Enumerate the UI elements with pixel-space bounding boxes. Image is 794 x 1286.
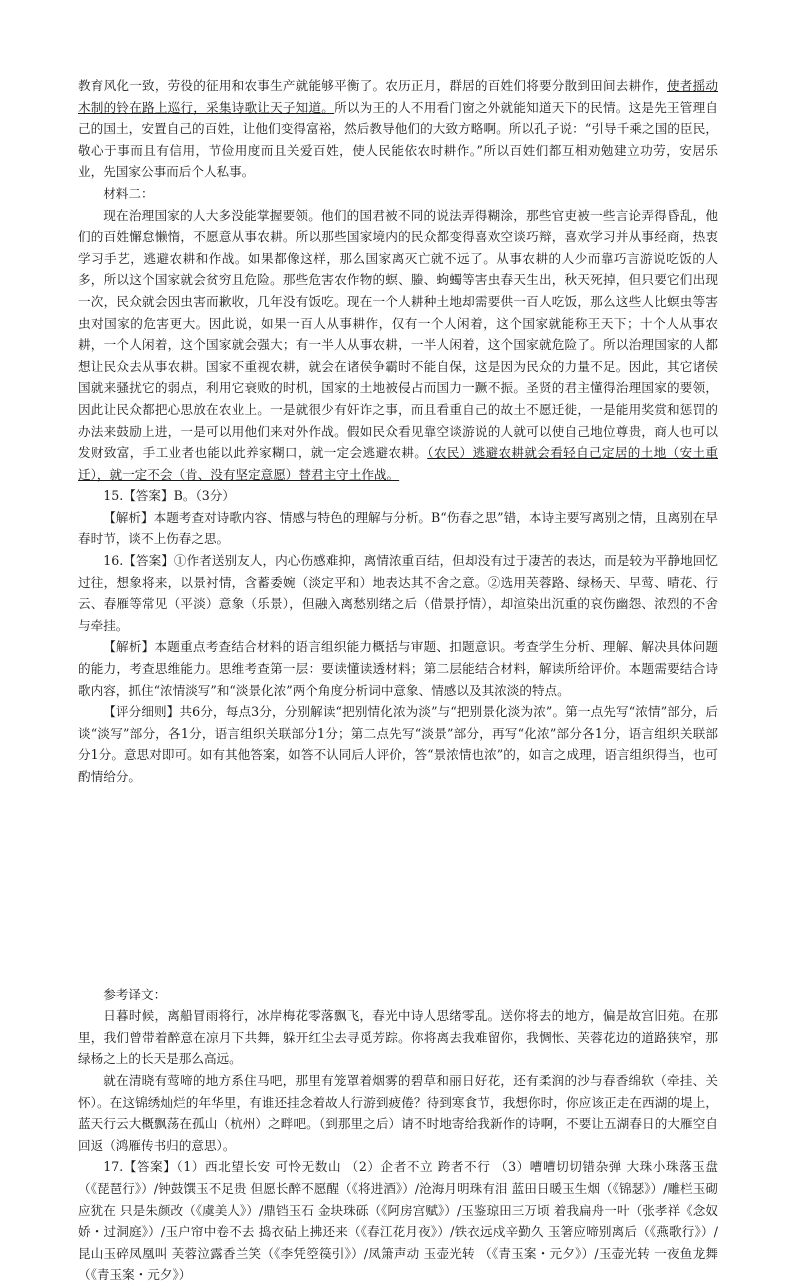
translation-paragraph-2: 就在清晓有莺啼的地方系住马吧，那里有笼罩着烟雾的碧草和丽日好花，还有柔润的沙与春香绵软（牵挂、关怀）。在这锦绣灿烂的年华里，有谁还挂念着故人行游到疲倦？待到寒食节，我想你时，你应该正走在西湖的堤上，蓝天行云大概飘荡在孤山（杭州）之畔吧。（到那里之后）请不时地寄给我新作的诗啊，不要让五湖春日的大雁空自回返（鸿雁传书归的意思）。 xyxy=(78,1072,718,1153)
q17-answer: 17.【答案】（1）西北望长安 可怜无数山 （2）企者不立 跨者不行 （3）嘈嘈切切错杂弹 大珠小珠落玉盘（《琵琶行》）/钟鼓馔玉不足贵 但愿长醉不愿醒（《将进酒》）/沧海月明珠有泪 蓝田日暖玉生烟（《锦瑟》）/雕栏玉砌应犹在 只是朱颜改（《虞美人》）/鼎铛玉石 金块珠砾（《阿房宫赋》）/玉鉴琼田三万顷 着我扁舟一叶（张孝祥《念奴娇・过洞庭》）/玉户帘中卷不去 捣衣砧上拂还来（《春江花月夜》）/铁衣远戍辛勤久 玉箸应啼别离后（《燕歌行》）/昆山玉碎凤凰叫 芙蓉泣露香兰笑（《李凭箜篌引》）/凤箫声动 玉壶光转 （《青玉案・元夕》）/玉壶光转 一夜鱼龙舞（《青玉案・元夕》） xyxy=(78,1159,718,1283)
intro-paragraph xyxy=(78,75,718,183)
q15-answer: 15.【答案】B。（3分） xyxy=(103,488,235,504)
material2-paragraph xyxy=(78,205,718,486)
document-page xyxy=(78,75,718,1286)
intro-text-a: 教育风化一致，劳役的征用和农事生产就能够平衡了。农历正月，群居的百姓们将要分散到田间去耕作， xyxy=(78,78,667,93)
q15-analysis: 【解析】本题考查对诗歌内容、情感与特色的理解与分析。B“伤春之思”错，本诗主要写离别之情，且离别在早春时节，谈不上伤春之思。 xyxy=(78,509,718,547)
material2-underlined-sentence: （农民）逃避农耕就会看轻自己定居的土地（安土重迁），就一定不会（肯、没有坚定意愿）替君主守土作战。 xyxy=(78,445,719,482)
intro-underlined-sentence: 使者摇动木制的铃在路上巡行，采集诗歌让天子知道。 xyxy=(78,78,719,115)
q16-answer: 16.【答案】①作者送别友人，内心伤感难抑，离情浓重百结，但却没有过于凄苦的表达，而是较为平静地回忆过往，想象将来，以景衬情，含蓄委婉（淡定平和）地表达其不舍之意。②选用芙蓉路、绿杨天、早莺、晴花、行云、春雁等常见（平淡）意象（乐景），但融入离愁别绪之后（借景抒情），却渲染出沉重的哀伤幽怨、浓烈的不舍与牵挂。 xyxy=(78,553,718,633)
intro-text-c: 所以为王的人不用看门窗之外就能知道天下的民情。这是先王管理自己的国土，安置自己的百姓，让他们变得富裕，然后教导他们的大致方略啊。所以孔子说：“引导千乘之国的臣民，敬心于事而且有信用，节俭用度而且关爱百姓，使人民能依农时耕作。”所以百姓们都互相劝勉建立功劳，安居乐业，先国家公事而后个人私事。 xyxy=(78,99,719,180)
q16-rubric: 【评分细则】共6分，每点3分，分别解读“把别情化浓为淡”与“把别景化淡为浓”。第一点先写“浓情”部分，后谈“淡写”部分，各1分，语言组织关联部分1分；第二点先写“淡景”部分，再写“化浓”部分各1分，语言组织关联部分1分。意思对即可。如有其他答案，如答不认同后人评价，答“景浓情也浓”的，如言之成理，语言组织得当，也可酌情给分。 xyxy=(78,704,718,784)
translation-heading: 参考译文： xyxy=(103,986,167,1002)
translation-paragraph-1: 日暮时候，离船冒雨将行，冰岸梅花零落飘飞，春光中诗人思绪零乱。送你将去的地方，偏是故宫旧苑。在那里，我们曾带着醉意在凉月下共舞，躲开红尘去寻觅芳踪。你将离去我难留你，我惆怅、芙蓉花边的道路狭窄，那绿杨之上的长天是那么高远。 xyxy=(78,1008,718,1067)
material2-text: 现在治理国家的人大多没能掌握要领。他们的国君被不同的说法弄得糊涂，那些官吏被一些言论弄得昏乱，他们的百姓懈怠懒惰，不愿意从事农耕。所以那些国家境内的民众都变得喜欢空谈巧辩，喜欢学习并从事经商，热衷学习手艺，逃避农耕和作战。如果都像这样，那么国家离灭亡就不远了。从事农耕的人少而靠巧言游说吃饭的人多，所以这个国家就会贫穷且危险。那些危害农作物的螟、螣、蚼蠋等害虫春天生出，秋天死掉，但只要它们出现一次，民众就会因虫害而歉收，几年没有饭吃。现在一个人耕种土地却需要供一百人吃饭，那么这些人比螟虫等害虫对国家的危害更大。因此说，如果一百人从事耕作，仅有一个人闲着，这个国家就能称王天下；十个人从事农耕，一个人闲着，这个国家就会强大；有一半人从事农耕，一半人闲着，这个国家就危险了。所以治理国家的人都想让民众去从事农耕。国家不重视农耕，就会在诸侯争霸时不能自保，这是因为民众的力量不足。因此，其它诸侯国就来骚扰它的弱点，利用它衰败的时机，国家的土地被侵占而国力一蹶不振。圣贤的君主懂得治理国家的要领，因此让民众都把心思放在农业上。一是就很少有奸诈之事，而且看重自己的故土不愿迁徙，一是能用奖赏和惩罚的办法来鼓励上进，一是可以用他们来对外作战。假如民众看见靠空谈游说的人就可以使自己地位尊贵，商人也可以发财致富，手工业者也能以此养家糊口，就一定会逃避农耕。 xyxy=(78,207,718,461)
q16-analysis: 【解析】本题重点考查结合材料的语言组织能力概括与审题、扣题意识。考查学生分析、理解、解决具体问题的能力，考查思维能力。思维考查第一层：要读懂读透材料；第二层能结合材料，解读所给评价。本题需要结合诗歌内容，抓住“浓情淡写”和“淡景化浓”两个角度分析词中意象、情感以及其浓淡的特点。 xyxy=(78,639,718,698)
blank-gap xyxy=(78,788,718,984)
material2-heading: 材料二： xyxy=(103,185,154,201)
